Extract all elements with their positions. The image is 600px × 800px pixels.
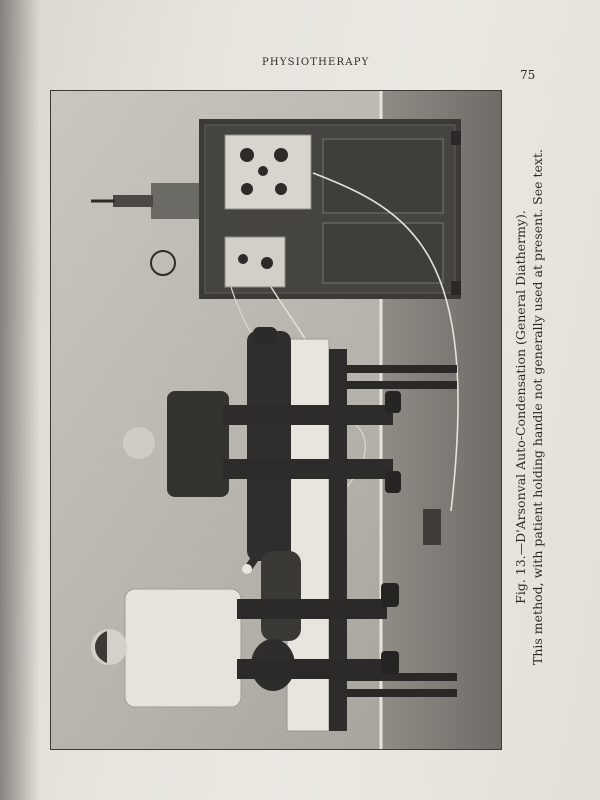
page-number: 75 [520, 68, 536, 82]
figure-caption [512, 117, 552, 697]
diathermy-photograph [51, 91, 501, 749]
caption-title: Fig. 13.—D'Arsonval Auto-Condensation (General Diathermy). [513, 210, 528, 604]
photograph-plate [50, 90, 502, 750]
page-gutter-shadow [0, 0, 40, 800]
caption-note: This method, with patient holding handle not generally used at present. See text. [530, 149, 545, 665]
foot-switch [423, 509, 441, 545]
running-head: PHYSIOTHERAPY [262, 57, 370, 68]
control-panel-lower [225, 237, 285, 287]
control-panel-upper [225, 135, 311, 209]
